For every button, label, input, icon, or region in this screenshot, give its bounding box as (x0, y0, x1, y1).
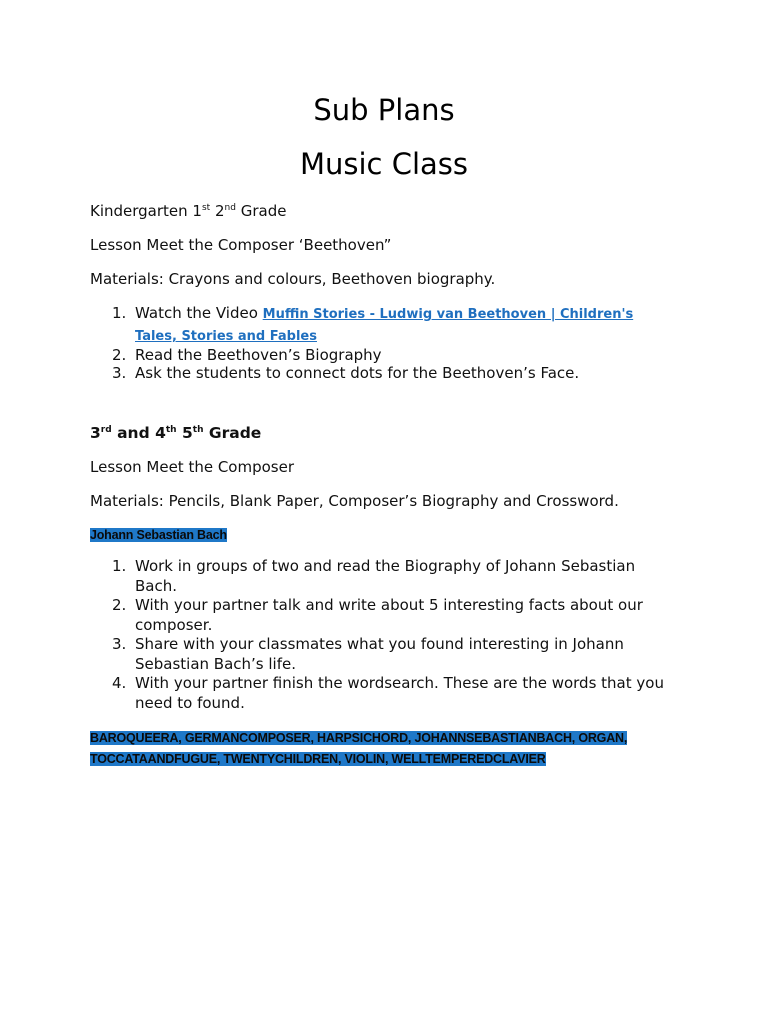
grades-line (90, 201, 286, 221)
video-link[interactable]: Muffin Stories - Ludwig van Beethoven | Children's (262, 307, 634, 322)
step-list (90, 556, 680, 713)
materials-line: Materials: Pencils, Blank Paper, Composer’s Biography and Crossword. (90, 492, 619, 510)
page-subtitle: Music Class (299, 147, 469, 181)
list-number: 3. (112, 635, 127, 653)
lesson-line: Lesson Meet the Composer (90, 458, 295, 476)
section-heading (90, 423, 261, 443)
list-number: 1. (112, 557, 127, 575)
video-link-continued[interactable]: Tales, Stories and Fables (135, 329, 317, 344)
lesson-line: Lesson Meet the Composer ‘Beethoven” (90, 236, 392, 254)
list-item (90, 363, 680, 383)
heading-text: and 4 (111, 424, 166, 442)
list-item (90, 634, 680, 674)
grades-text: Kindergarten 1 (90, 202, 202, 220)
heading-sup: th (192, 425, 204, 435)
heading-text: Grade (203, 424, 262, 442)
list-number: 4. (112, 674, 127, 692)
list-item (90, 556, 680, 596)
list-text: Read the Beethoven’s Biography (135, 346, 382, 364)
heading-text: 5 (176, 424, 193, 442)
list-item (90, 595, 680, 635)
list-number: 3. (112, 364, 127, 382)
composer-highlight: Johann Sebastian Bach (90, 528, 227, 542)
list-text: Ask the students to connect dots for the Beethoven’s Face. (135, 364, 580, 382)
grades-sup: nd (224, 203, 236, 213)
heading-sup: th (165, 425, 177, 435)
list-text: Bach. (135, 577, 178, 595)
list-number: 2. (112, 346, 127, 364)
list-item (90, 303, 680, 347)
list-text: Watch the Video (135, 304, 263, 322)
list-item (90, 673, 680, 713)
composer-label (90, 524, 227, 545)
step-list (90, 303, 680, 383)
list-text: Sebastian Bach’s life. (135, 655, 296, 673)
list-text: Share with your classmates what you found interesting in Johann (135, 635, 624, 653)
wordsearch-words-line: TOCCATAANDFUGUE, TWENTYCHILDREN, VIOLIN, WELLTEMPEREDCLAVIER (90, 752, 546, 766)
grades-sup: st (201, 203, 211, 213)
list-text: composer. (135, 616, 213, 634)
list-text: With your partner finish the wordsearch. These are the words that you (135, 674, 664, 692)
list-text: need to found. (135, 694, 245, 712)
list-number: 1. (112, 304, 127, 322)
wordsearch-words (90, 727, 690, 769)
materials-line: Materials: Crayons and colours, Beethoven biography. (90, 270, 496, 288)
list-text: Work in groups of two and read the Biography of Johann Sebastian (135, 557, 636, 575)
wordsearch-words-line: BAROQUEERA, GERMANCOMPOSER, HARPSICHORD, JOHANNSEBASTIANBACH, ORGAN, (90, 731, 628, 745)
list-text: With your partner talk and write about 5 interesting facts about our (135, 596, 643, 614)
list-number: 2. (112, 596, 127, 614)
grades-text: 2 (210, 202, 225, 220)
heading-sup: rd (100, 425, 112, 435)
list-item (90, 345, 680, 365)
grades-text: Grade (235, 202, 287, 220)
heading-text: 3 (90, 424, 101, 442)
page-title: Sub Plans (313, 93, 455, 127)
